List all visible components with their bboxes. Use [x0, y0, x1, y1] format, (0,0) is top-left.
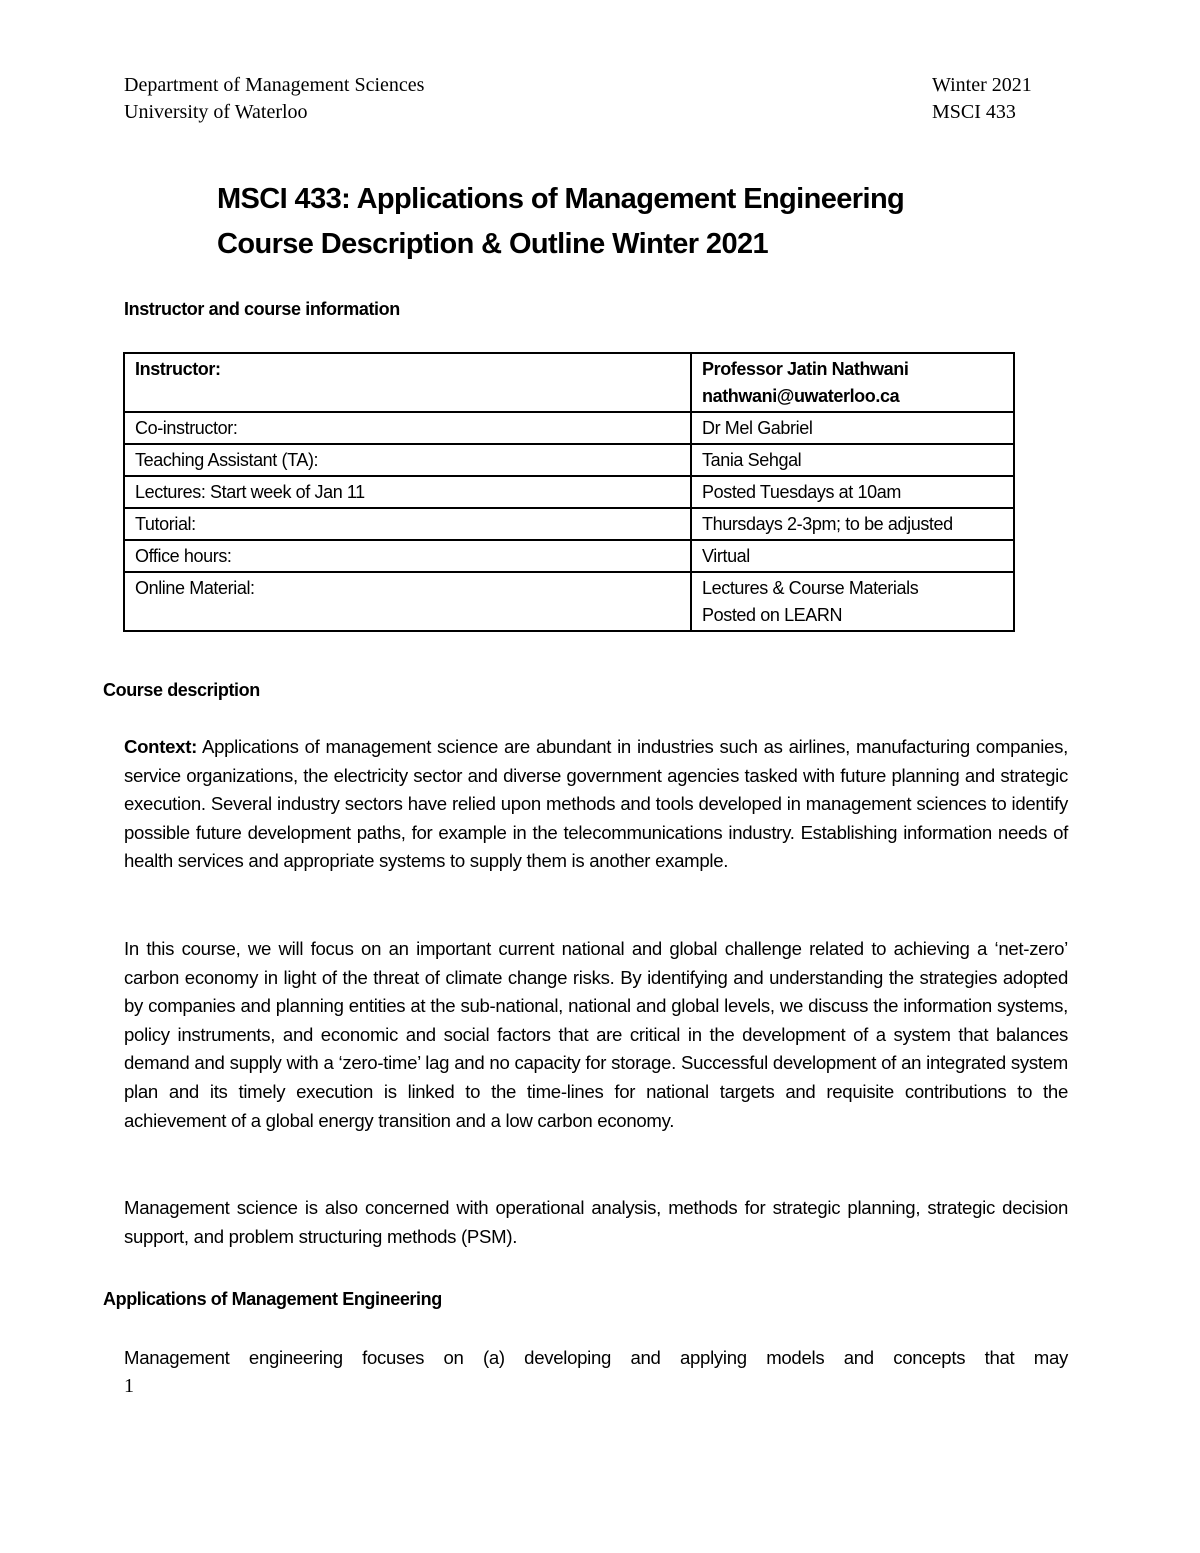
section-heading-info: Instructor and course information	[124, 299, 400, 319]
row-value	[691, 508, 1014, 540]
row-value	[691, 412, 1014, 444]
paragraph-focus: In this course, we will focus on an important current national and global challenge related to achieving a ‘net-zero’ carbon economy in light of the threat of climate change risks. By identifying and understanding the strategies adopted by companies and planning entities at the sub-national, national and global levels, we discuss the information systems, policy instruments, and economic and social factors that are critical in the development of a system that balances demand and supply with a ‘zero-time’ lag and no capacity for storage. Successful development of an integrated system plan and its timely execution is linked to the time-lines for national targets and requisite contributions to the achievement of a global energy transition and a low carbon economy.	[124, 938, 1068, 1131]
row-label: Teaching Assistant (TA):	[124, 444, 691, 476]
table-row	[124, 508, 1014, 540]
table-row	[124, 476, 1014, 508]
section-heading-description: Course description	[103, 680, 260, 700]
paragraph-context	[124, 733, 1068, 876]
table-row	[124, 412, 1014, 444]
department-name: Department of Management Sciences	[124, 74, 425, 96]
row-value	[691, 540, 1014, 572]
row-value-line: Virtual	[702, 546, 750, 566]
table-row	[124, 444, 1014, 476]
page-subtitle: Course Description & Outline Winter 2021	[217, 228, 769, 260]
row-value	[691, 444, 1014, 476]
row-value-line: Lectures & Course Materials Posted on LEARN	[702, 578, 919, 625]
row-value-line: nathwani@uwaterloo.ca	[702, 386, 900, 406]
term: Winter 2021	[932, 74, 1032, 96]
row-value-line: Thursdays 2-3pm; to be adjusted	[702, 514, 953, 534]
row-value	[691, 572, 1014, 631]
row-value-line: Professor Jatin Nathwani	[702, 359, 909, 379]
row-value	[691, 353, 1014, 412]
table-row	[124, 572, 1014, 631]
row-value-line: Tania Sehgal	[702, 450, 802, 470]
row-label: Tutorial:	[124, 508, 691, 540]
row-label: Co-instructor:	[124, 412, 691, 444]
row-value-line: Dr Mel Gabriel	[702, 418, 813, 438]
paragraph-management-science: Management science is also concerned with operational analysis, methods for strategic planning, strategic decision support, and problem structuring methods (PSM).	[124, 1197, 1068, 1247]
row-label: Office hours:	[124, 540, 691, 572]
row-label: Lectures: Start week of Jan 11	[124, 476, 691, 508]
page-title: MSCI 433: Applications of Management Engineering	[217, 183, 905, 215]
page-number: 1	[124, 1375, 134, 1397]
paragraph-context-text: Applications of management science are abundant in industries such as airlines, manufacturing companies, service organizations, the electricity sector and diverse government agencies tasked with future planning and strategic execution. Several industry sectors have relied upon methods and tools developed in management sciences to identify possible future development paths, for example in the telecommunications industry. Establishing information needs of health services and appropriate systems to supply them is another example.	[124, 736, 1068, 872]
context-label: Context:	[124, 736, 198, 757]
row-value-line: Posted Tuesdays at 10am	[702, 482, 901, 502]
table-row	[124, 353, 1014, 412]
table-row	[124, 540, 1014, 572]
row-value	[691, 476, 1014, 508]
row-label: Online Material:	[124, 572, 691, 631]
course-code: MSCI 433	[932, 101, 1016, 123]
section-heading-applications: Applications of Management Engineering	[103, 1289, 442, 1309]
course-info-table	[123, 352, 1015, 632]
paragraph-management-engineering: Management engineering focuses on (a) developing and applying models and concepts that may	[124, 1347, 1068, 1368]
university-name: University of Waterloo	[124, 101, 308, 123]
row-label: Instructor:	[124, 353, 691, 412]
